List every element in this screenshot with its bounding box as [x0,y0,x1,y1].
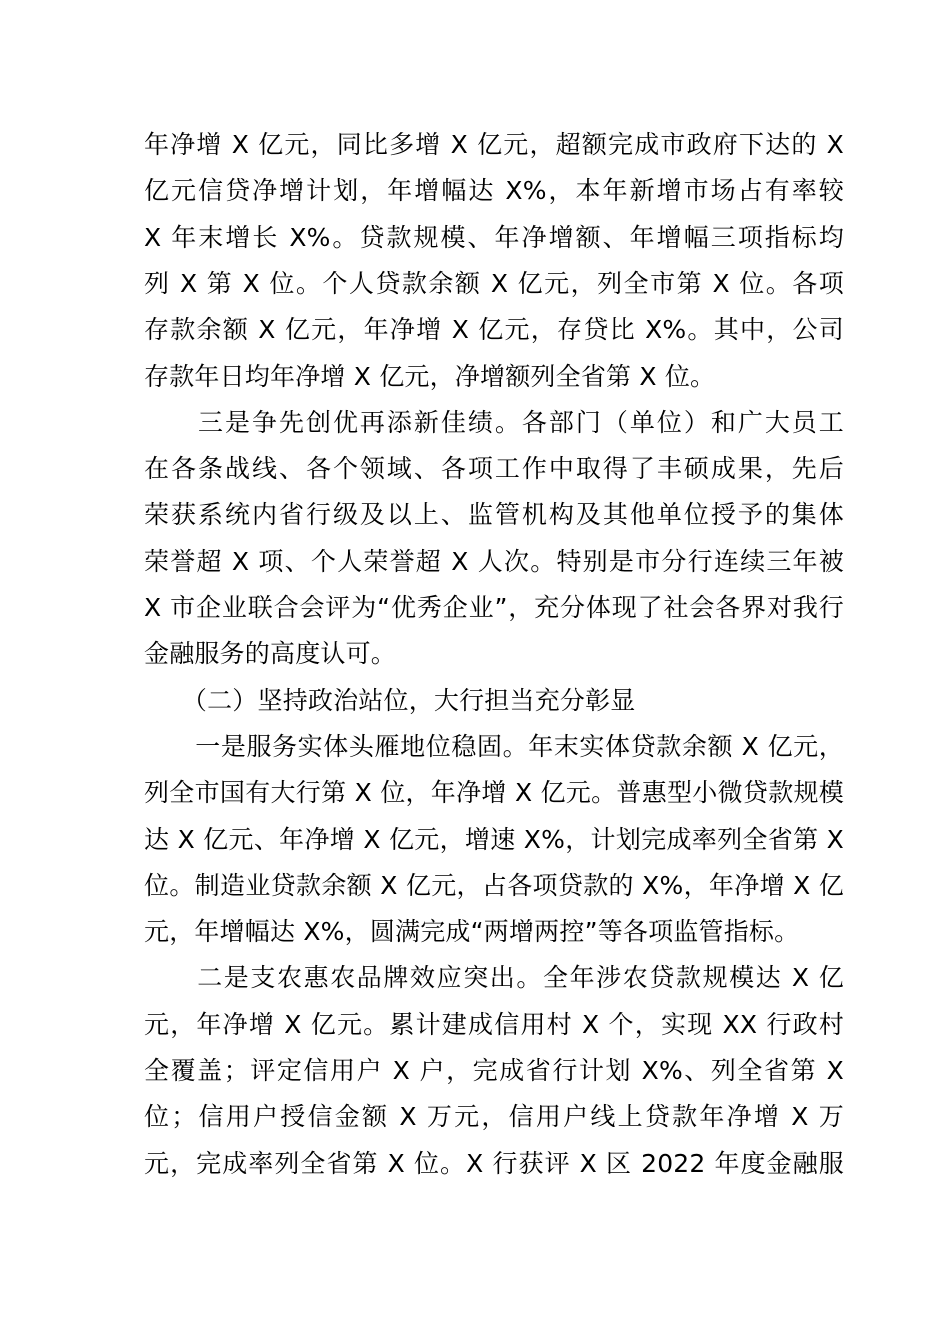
text-line: 位。制造业贷款余额 X 亿元，占各项贷款的 X%，年净增 X 亿 [144,870,844,900]
text-line: 位；信用户授信金额 X 万元，信用户线上贷款年净增 X 万 [144,1102,844,1132]
text-line: 全覆盖；评定信用户 X 户，完成省行计划 X%、列全省第 X [144,1056,844,1085]
text-line: 存款余额 X 亿元，年净增 X 亿元，存贷比 X%。其中，公司 [144,315,844,345]
text-line: 金融服务的高度认可。 [144,639,397,669]
text-line: 荣获系统内省行级及以上、监管机构及其他单位授予的集体 [144,500,844,530]
text-line: 存款年日均年净增 X 亿元，净增额列全省第 X 位。 [144,361,716,391]
text-line: X 市企业联合会评为“优秀企业”，充分体现了社会各界对我行 [144,593,844,622]
text-line: 一是服务实体头雁地位稳固。年末实体贷款余额 X 亿元， [144,731,844,761]
text-line: 亿元信贷净增计划，年增幅达 X%，本年新增市场占有率较 [144,176,844,206]
text-line: 列全市国有大行第 X 位，年净增 X 亿元。普惠型小微贷款规模 [144,778,844,808]
text-line: 二是支农惠农品牌效应突出。全年涉农贷款规模达 X 亿 [144,963,844,993]
text-line: 年净增 X 亿元，同比多增 X 亿元，超额完成市政府下达的 X [144,130,844,159]
text-line: 元，完成率列全省第 X 位。X 行获评 X 区 2022 年度金融服 [144,1148,844,1178]
text-line: 在各条战线、各个领域、各项工作中取得了丰硕成果，先后 [144,454,844,484]
text-line: X 年末增长 X%。贷款规模、年净增额、年增幅三项指标均 [144,222,844,252]
text-line: （二）坚持政治站位，大行担当充分彰显 [144,685,636,715]
text-line: 元，年净增 X 亿元。累计建成信用村 X 个，实现 XX 行政村 [144,1009,844,1039]
text-line: 达 X 亿元、年净增 X 亿元，增速 X%，计划完成率列全省第 X [144,824,844,854]
text-line: 荣誉超 X 项、个人荣誉超 X 人次。特别是市分行连续三年被 [144,546,844,576]
text-line: 元，年增幅达 X%，圆满完成“两增两控”等各项监管指标。 [144,917,800,947]
text-line: 三是争先创优再添新佳绩。各部门（单位）和广大员工 [144,407,844,437]
text-line: 列 X 第 X 位。个人贷款余额 X 亿元，列全市第 X 位。各项 [144,268,844,298]
